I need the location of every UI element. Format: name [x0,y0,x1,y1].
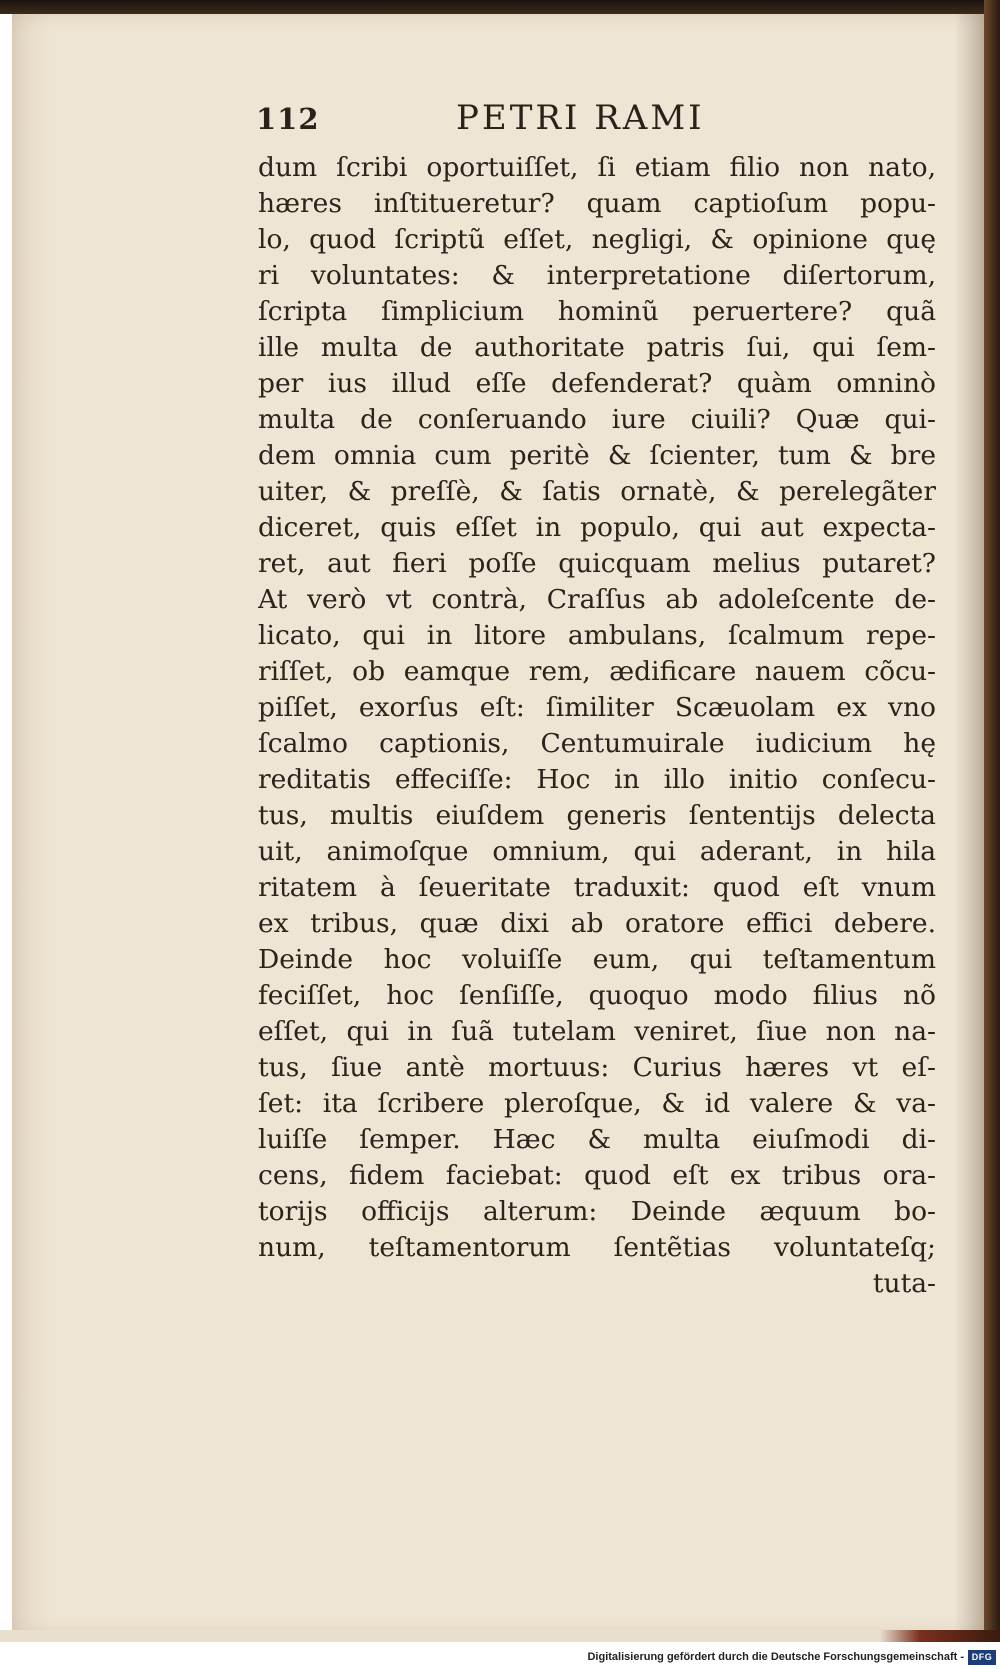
dfg-logo-icon: DFG [968,1650,996,1665]
page-number: 112 [256,102,320,136]
text-line: reditatis effeciſſe: Hoc in illo initio conſecu- [258,764,936,795]
text-line: ritatem à ſeueritate traduxit: quod eſt vnum [258,872,936,903]
text-line: num, teſtamentorum ſentẽtias voluntateſq; [258,1232,936,1263]
text-line: ſcalmo captionis, Centumuirale iudicium hę [258,728,936,759]
text-line: ſet: ita ſcribere pleroſque, & id valere & va- [258,1088,936,1119]
funding-note: Digitalisierung gefördert durch die Deutsche Forschungsgemeinschaft - [587,1651,964,1663]
text-line: tuta- [872,1268,936,1299]
text-line: ex tribus, quæ dixi ab oratore effici debere. [258,908,936,939]
text-line: piſſet, exorſus eſt: ſimiliter Scæuolam ex vno [258,692,936,723]
text-line: uit, animoſque omnium, qui aderant, in hila [258,836,936,867]
text-line: lo, quod ſcriptũ eſſet, negligi, & opinione quę [258,224,936,255]
text-line: At verò vt contrà, Craſſus ab adoleſcente de- [258,584,936,615]
text-line: per ius illud eſſe defenderat? quàm omninò [258,368,936,399]
text-line: dum ſcribi oportuiſſet, ſi etiam filio non nato, [258,152,936,183]
scan-top-shadow [0,0,1000,14]
text-line: diceret, quis eſſet in populo, qui aut expecta- [258,512,936,543]
text-line: eſſet, qui in ſuã tutelam veniret, ſiue non na- [258,1016,936,1047]
text-line: tus, ſiue antè mortuus: Curius hæres vt eſ- [258,1052,936,1083]
book-fore-edge [984,0,1000,1640]
text-line: luiſſe ſemper. Hæc & multa eiuſmodi di- [258,1124,936,1155]
text-line: uiter, & preſſè, & ſatis ornatè, & perelegãter [258,476,936,507]
text-line: ille multa de authoritate patris ſui, qui ſem- [258,332,936,363]
text-line: torijs officijs alterum: Deinde æquum bo- [258,1196,936,1227]
page-header [256,98,776,142]
text-line: ſcripta ſimplicium hominũ peruertere? quã [258,296,936,327]
text-line: ret, aut fieri poſſe quicquam melius putaret? [258,548,936,579]
text-line: hæres inſtitueretur? quam captioſum popu- [258,188,936,219]
text-line: multa de conſeruando iure ciuili? Quæ qui- [258,404,936,435]
text-line: feciſſet, hoc ſenſiſſe, quoquo modo filius nõ [258,980,936,1011]
text-line: cens, fidem faciebat: quod eſt ex tribus ora- [258,1160,936,1191]
body-text [258,150,936,1302]
text-line: licato, qui in litore ambulans, ſcalmum repe- [258,620,936,651]
scan-bottom-edge [0,1630,1000,1642]
text-line: Deinde hoc voluiſſe eum, qui teſtamentum [258,944,936,975]
text-line: ri voluntates: & interpretatione diſertorum, [258,260,936,291]
text-line: riſſet, ob eamque rem, ædificare nauem cõcu- [258,656,936,687]
text-line: dem omnia cum peritè & ſcienter, tum & bre [258,440,936,471]
footer-bar [0,1648,1000,1669]
text-line: tus, multis eiuſdem generis ſententijs delecta [258,800,936,831]
running-head: PETRI RAMI [456,98,705,138]
